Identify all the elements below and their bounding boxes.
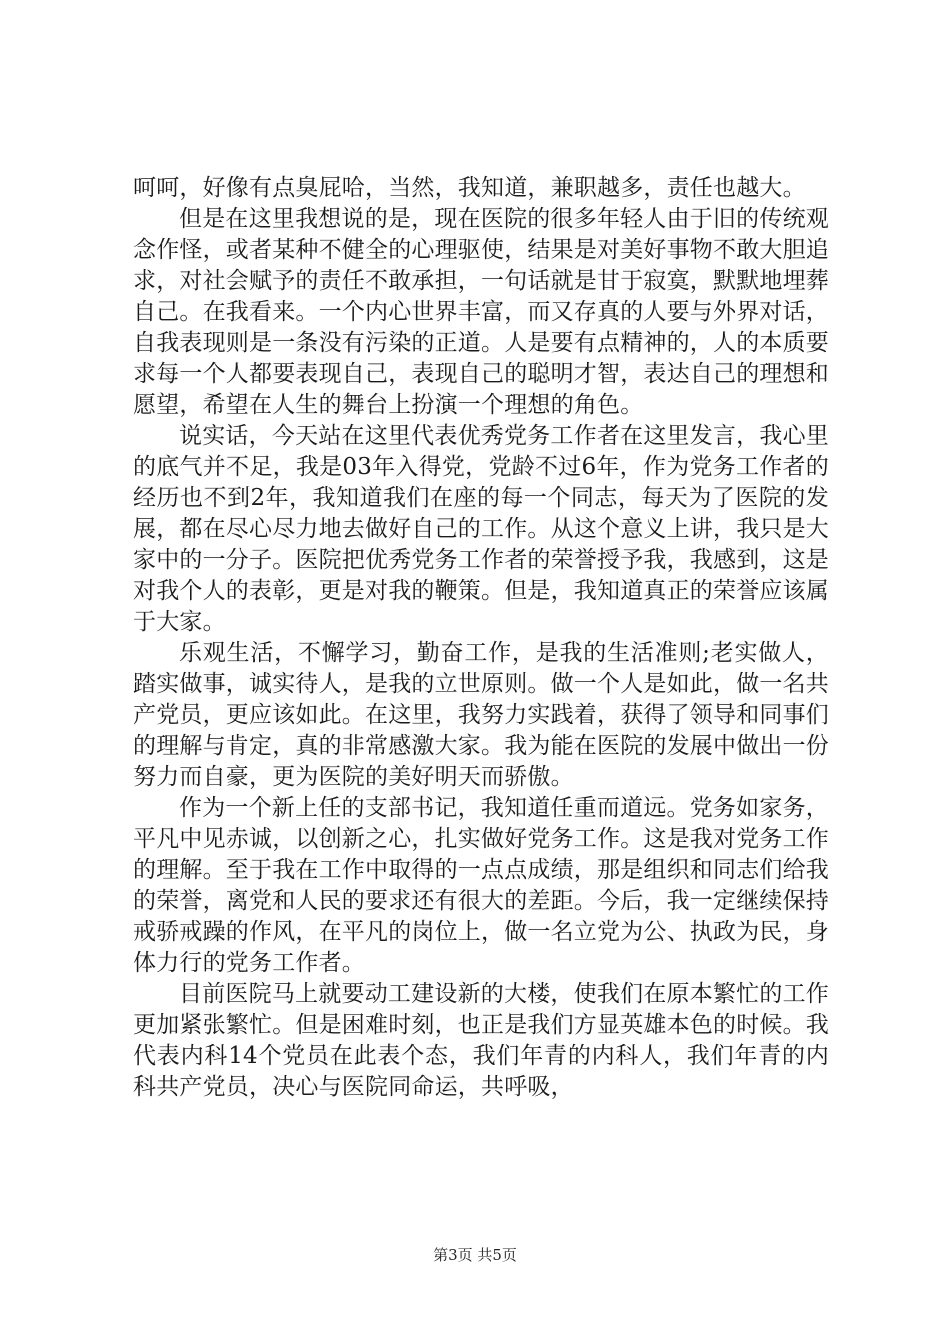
paragraph: 作为一个新上任的支部书记，我知道任重而道远。党务如家务，平凡中见赤诚，以创新之心，扎实做好党务工作。这是我对党务工作的理解。至于我在工作中取得的一点点成绩，那是组织和同志们给我的荣誉，离党和人民的要求还有很大的差距。今后，我一定继续保持戒骄戒躁的作风，在平凡的岗位上，做一名立党为公、执政为民，身体力行的党务工作者。 — [133, 795, 829, 976]
paragraph: 目前医院马上就要动工建设新的大楼，使我们在原本繁忙的工作更加紧张繁忙。但是困难时刻，也正是我们方显英雄本色的时候。我代表内科14个党员在此表个态，我们年青的内科人，我们年青的内科共产党员，决心与医院同命运，共呼吸， — [133, 981, 829, 1100]
paragraph: 呵呵，好像有点臭屁哈，当然，我知道，兼职越多，责任也越大。 — [133, 175, 806, 201]
paragraph: 乐观生活，不懈学习，勤奋工作，是我的生活准则;老实做人，踏实做事，诚实待人，是我的立世原则。做一个人是如此，做一名共产党员，更应该如此。在这里，我努力实践着，获得了领导和同事们的理解与肯定，真的非常感激大家。我为能在医院的发展中做出一份努力而自豪，更为医院的美好明天而骄傲。 — [133, 640, 829, 790]
paragraph: 但是在这里我想说的是，现在医院的很多年轻人由于旧的传统观念作怪，或者某种不健全的心理驱使，结果是对美好事物不敢大胆追求，对社会赋予的责任不敢承担，一句话就是甘于寂寞，默默地埋葬自己。在我看来。一个内心世界丰富，而又存真的人要与外界对话，自我表现则是一条没有污染的正道。人是要有点精神的，人的本质要求每一个人都要表现自己，表现自己的聪明才智，表达自己的理想和愿望，希望在人生的舞台上扮演一个理想的角色。 — [133, 206, 829, 418]
document-body — [133, 173, 829, 1103]
paragraph: 说实话，今天站在这里代表优秀党务工作者在这里发言，我心里的底气并不足，我是03年入得党，党龄不过6年，作为党务工作者的经历也不到2年，我知道我们在座的每一个同志，每天为了医院的发展，都在尽心尽力地去做好自己的工作。从这个意义上讲，我只是大家中的一分子。医院把优秀党务工作者的荣誉授予我，我感到，这是对我个人的表彰，更是对我的鞭策。但是，我知道真正的荣誉应该属于大家。 — [133, 423, 829, 635]
page-footer — [0, 1244, 950, 1265]
page-number: 第3页 共5页 — [433, 1246, 517, 1264]
